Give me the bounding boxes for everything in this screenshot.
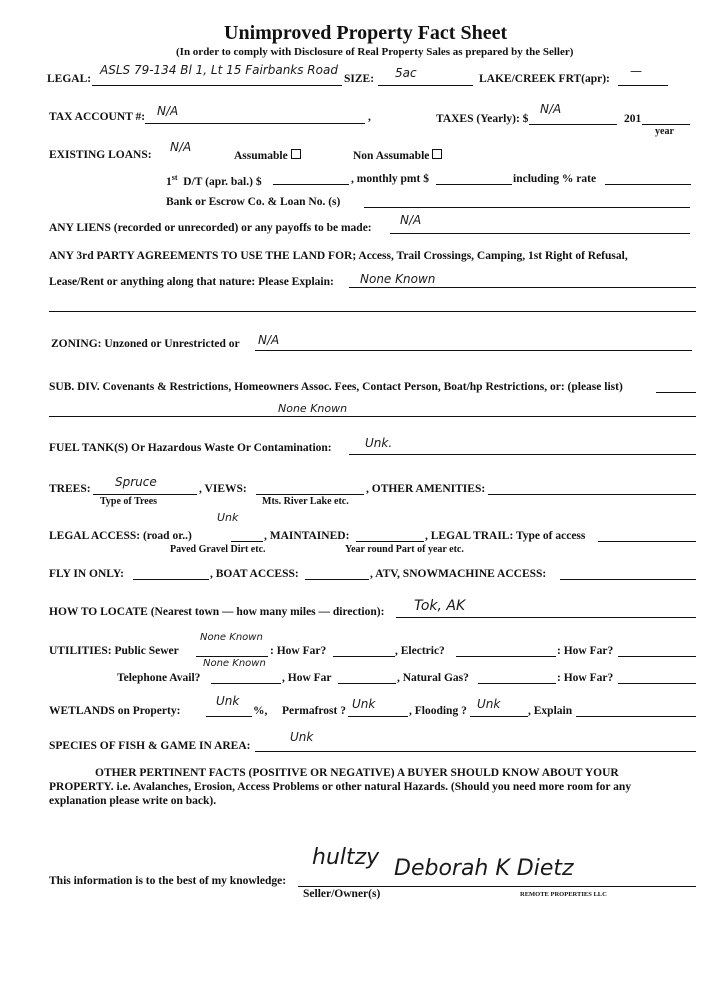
locate-line[interactable]	[396, 617, 696, 618]
how-far-3-label: , How Far	[282, 672, 332, 684]
legal-value: ASLS 79-134 Bl 1, Lt 15 Fairbanks Road	[100, 63, 338, 77]
electric-label: , Electric?	[395, 645, 445, 657]
monthly-line[interactable]	[436, 184, 512, 185]
wetlands-line[interactable]	[206, 716, 252, 717]
how-far-1-line[interactable]	[333, 656, 395, 657]
wetlands-label: WETLANDS on Property:	[49, 705, 181, 717]
trees-line[interactable]	[93, 494, 197, 495]
permafrost-label: Permafrost ?	[282, 705, 346, 717]
pertinent-line-3: explanation please write on back).	[49, 795, 217, 807]
amenities-line[interactable]	[488, 494, 696, 495]
subdiv-value: None Known	[278, 402, 348, 415]
zoning-label: ZONING: Unzoned or Unrestricted or	[51, 338, 240, 350]
pertinent-line-2: PROPERTY. i.e. Avalanches, Erosion, Access Problems or other natural Hazards. (Should you need more room for any	[49, 781, 632, 793]
locate-label: HOW TO LOCATE (Nearest town — how many miles — direction):	[49, 606, 385, 618]
page-subtitle: (In order to comply with Disclosure of Real Property Sales as prepared by the Seller)	[176, 46, 574, 58]
bank-label: Bank or Escrow Co. & Loan No. (s)	[166, 196, 341, 208]
lease-value: None Known	[360, 272, 436, 286]
flooding-value: Unk	[477, 697, 501, 711]
how-far-4-label: : How Far?	[557, 672, 614, 684]
non-assumable-option[interactable]	[353, 149, 442, 162]
legal-label: LEGAL:	[47, 73, 92, 85]
views-label: , VIEWS:	[199, 483, 247, 495]
zoning-line[interactable]	[255, 350, 692, 351]
subdiv-line-1[interactable]	[656, 392, 696, 393]
liens-label: ANY LIENS (recorded or unrecorded) or any payoffs to be made:	[49, 222, 372, 234]
subdiv-label: SUB. DIV. Covenants & Restrictions, Homeowners Assoc. Fees, Contact Person, Boat/hp Restrictions, or: (please list)	[49, 381, 623, 393]
signature-line[interactable]	[298, 886, 696, 887]
views-caption: Mts. River Lake etc.	[262, 496, 349, 507]
legal-trail-label: , LEGAL TRAIL: Type of access	[425, 530, 586, 542]
lease-line[interactable]	[349, 287, 696, 288]
electric-line[interactable]	[456, 656, 556, 657]
year-caption: year	[655, 126, 674, 137]
tax-account-label: TAX ACCOUNT #:	[49, 111, 146, 123]
initials-signature: hultzy	[312, 845, 380, 870]
fuel-value: Unk.	[365, 436, 393, 450]
flooding-label: , Flooding ?	[409, 705, 467, 717]
locate-value: Tok, AK	[414, 598, 466, 614]
dt-line[interactable]	[273, 184, 349, 185]
dt-superscript: st	[171, 173, 178, 182]
atv-line[interactable]	[560, 579, 696, 580]
lake-value: —	[630, 64, 642, 78]
lake-line[interactable]	[618, 85, 668, 86]
trees-label: TREES:	[49, 483, 91, 495]
page-title: Unimproved Property Fact Sheet	[224, 22, 508, 44]
non-assumable-label: Non Assumable	[353, 150, 430, 162]
permafrost-line[interactable]	[348, 716, 408, 717]
species-value: Unk	[290, 730, 314, 744]
telephone-value: None Known	[203, 658, 266, 669]
liens-line[interactable]	[390, 233, 690, 234]
tax-account-comma: ,	[368, 111, 371, 123]
boat-label: , BOAT ACCESS:	[210, 568, 299, 580]
year-line[interactable]	[642, 124, 690, 125]
taxes-value: N/A	[540, 102, 562, 116]
trees-value: Spruce	[115, 475, 157, 489]
existing-loans-value: N/A	[170, 140, 192, 154]
boat-line[interactable]	[305, 579, 369, 580]
views-line[interactable]	[256, 494, 364, 495]
legal-access-caption: Paved Gravel Dirt etc.	[170, 544, 266, 555]
telephone-line[interactable]	[211, 683, 281, 684]
assumable-option[interactable]	[234, 149, 301, 162]
rate-label: including % rate	[513, 173, 597, 185]
permafrost-value: Unk	[352, 697, 376, 711]
liens-value: N/A	[400, 213, 422, 227]
flooding-line[interactable]	[470, 716, 528, 717]
agreements-extra-line[interactable]	[49, 311, 696, 312]
sewer-value: None Known	[200, 632, 263, 643]
seller-owner-label: Seller/Owner(s)	[303, 888, 381, 900]
species-label: SPECIES OF FISH & GAME IN AREA:	[49, 740, 251, 752]
zoning-value: N/A	[258, 333, 280, 347]
tax-account-value: N/A	[157, 104, 179, 118]
fly-in-label: FLY IN ONLY:	[49, 568, 124, 580]
wetlands-value: Unk	[216, 694, 240, 708]
species-line[interactable]	[255, 751, 696, 752]
fuel-line[interactable]	[349, 454, 696, 455]
atv-label: , ATV, SNOWMACHINE ACCESS:	[370, 568, 547, 580]
lake-label: LAKE/CREEK FRT(apr):	[479, 73, 610, 85]
how-far-1-label: : How Far?	[270, 645, 327, 657]
fly-in-line[interactable]	[133, 579, 209, 580]
pertinent-line-1: OTHER PERTINENT FACTS (POSITIVE OR NEGATIVE) A BUYER SHOULD KNOW ABOUT YOUR	[95, 767, 619, 779]
lease-label: Lease/Rent or anything along that nature: Please Explain:	[49, 276, 334, 288]
amenities-label: , OTHER AMENITIES:	[366, 483, 486, 495]
company-name: REMOTE PROPERTIES LLC	[520, 891, 607, 898]
rate-line[interactable]	[605, 184, 691, 185]
size-line[interactable]	[378, 85, 473, 86]
tax-account-line[interactable]	[145, 123, 365, 124]
telephone-label: Telephone Avail?	[117, 672, 201, 684]
how-far-4-line[interactable]	[618, 683, 696, 684]
how-far-3-line[interactable]	[338, 683, 396, 684]
how-far-2-label: : How Far?	[557, 645, 614, 657]
dt-prefix: 1	[166, 175, 172, 188]
trees-caption: Type of Trees	[100, 496, 158, 507]
dt-label	[166, 173, 262, 188]
explain-line[interactable]	[576, 716, 696, 717]
dt-text: D/T (apr. bal.) $	[183, 175, 262, 188]
maintained-label: , MAINTAINED:	[264, 530, 350, 542]
legal-access-value: Unk	[217, 511, 239, 524]
subdiv-line-2[interactable]	[49, 416, 696, 417]
explain-label: , Explain	[528, 705, 573, 717]
assumable-label: Assumable	[234, 150, 288, 162]
maintained-line[interactable]	[356, 541, 424, 542]
sewer-line[interactable]	[196, 656, 268, 657]
taxes-line[interactable]	[529, 124, 617, 125]
existing-loans-label: EXISTING LOANS:	[49, 149, 152, 161]
bank-line[interactable]	[364, 207, 690, 208]
maintained-caption: Year round Part of year etc.	[345, 544, 464, 555]
wetlands-percent: %,	[253, 705, 268, 717]
owner-signature: Deborah K Dietz	[394, 856, 574, 881]
how-far-2-line[interactable]	[618, 656, 696, 657]
size-label: SIZE:	[344, 73, 375, 85]
assumable-checkbox[interactable]	[291, 149, 301, 159]
size-value: 5ac	[395, 66, 417, 80]
legal-trail-line[interactable]	[598, 541, 696, 542]
year-prefix: 201	[624, 113, 642, 125]
legal-line[interactable]	[92, 85, 342, 86]
taxes-label: TAXES (Yearly): $	[436, 113, 529, 125]
legal-access-line[interactable]	[231, 541, 263, 542]
legal-access-label: LEGAL ACCESS: (road or..)	[49, 530, 192, 542]
knowledge-label: This information is to the best of my knowledge:	[49, 875, 287, 887]
monthly-label: , monthly pmt $	[351, 173, 429, 185]
fuel-label: FUEL TANK(S) Or Hazardous Waste Or Contamination:	[49, 442, 332, 454]
non-assumable-checkbox[interactable]	[432, 149, 442, 159]
natural-gas-label: , Natural Gas?	[397, 672, 469, 684]
utilities-label: UTILITIES: Public Sewer	[49, 645, 179, 657]
natural-gas-line[interactable]	[478, 683, 556, 684]
agreements-label: ANY 3rd PARTY AGREEMENTS TO USE THE LAND FOR; Access, Trail Crossings, Camping, 1st Right of Refusal,	[49, 250, 628, 262]
